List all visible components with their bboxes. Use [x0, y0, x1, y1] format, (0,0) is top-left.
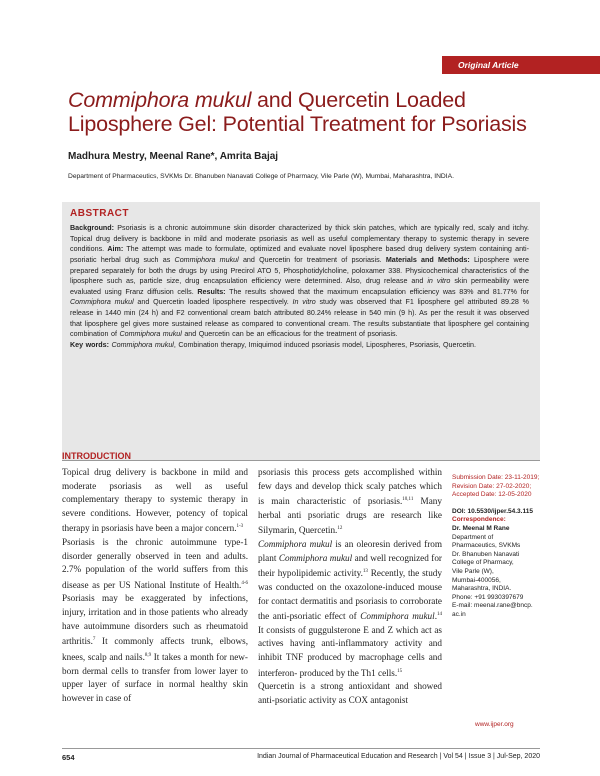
results-italic-1: Commiphora mukul [70, 298, 134, 307]
title-line2: Liposphere Gel: Potential Treatment for Psoriasis [68, 112, 527, 136]
abstract-heading: ABSTRACT [70, 208, 129, 219]
address-line: Department of [452, 533, 494, 541]
methods-text-2: skin permeability were evaluated using Franz diffusion cells. [70, 277, 529, 296]
results-italic-3: Commiphora mukul [119, 330, 182, 339]
text-run: Recently, the study was conducted on the oxazolone-induced mouse for contact dermatitis and psoriasis to corroborate the anti-psoriatic effect of [258, 568, 442, 622]
citation: 4-6 [241, 580, 248, 586]
email[interactable]: E-mail: meenal.rane@bncp. [452, 602, 533, 610]
text-run: Quercetin is a strong antioxidant and showed anti-psoriatic activity as COX antagonist [258, 681, 442, 705]
aim-italic: Commiphora mukul [174, 255, 239, 264]
text-run: psoriasis this process gets accomplished within few days and develop thick scaly patches which is main characteristic of psoriasis. [258, 467, 442, 507]
results-label: Results: [197, 287, 226, 296]
keywords-italic: Commiphora mukul [109, 340, 174, 349]
citation: 13 [362, 569, 368, 575]
results-text-4: and Quercetin can be an efficacious for the treatment of psoriasis. [181, 330, 398, 339]
body-column-right [258, 466, 442, 707]
text-run: Many herbal anti psoriatic drugs are research like Silymarin, Quercetin. [258, 496, 442, 536]
paragraph [258, 466, 442, 538]
text-italic: Commiphora mukul [360, 611, 435, 622]
address-line: Dr. Bhanuben Nanavati [452, 550, 520, 558]
text-run: It takes a month for new-born dermal cells to transfer from lower layer to upper layer of surface in normal healthy skin however in case of [62, 651, 248, 703]
corresponding-author: Dr. Meenal M Rane [452, 524, 510, 532]
address-line: College of Pharmacy, [452, 559, 514, 567]
text-run: . [434, 611, 437, 622]
aim-text: The attempt was made to formulate, optimized and evaluate novel liposphere based drug delivery system containing anti-psoriatic herbal drug such as [70, 245, 529, 264]
keywords-text: , Combination therapy, Imiquimod induced psoriasis model, Lipospheres, Psoriasis, Quercetin. [173, 340, 476, 349]
text-run: is an oleoresin derived from plant [258, 539, 442, 563]
text-run: and well recognized for their hypolipidemic activity. [258, 552, 442, 579]
address-line: Mumbai-400056, [452, 576, 501, 584]
text-run: Psoriasis may be exaggerated by infections, injury, irritation and in those patients who already have autoimmune disorders such as rheumatoid arthritis. [62, 593, 248, 647]
background-label: Background: [70, 224, 115, 232]
citation: 7 [92, 637, 96, 643]
citation: 10,11 [402, 497, 414, 503]
background-text: Psoriasis is a chronic autoimmune skin disorder characterized by thick skin patches, which are typically red, scaly and itchy. Topical drug delivery is backbone in mild and moderate psoriasis as well as useful complementary therapy to systemic therapy in severe conditions. [70, 224, 529, 254]
affiliation: Department of Pharmaceutics, SVKMs Dr. Bhanuben Nanavati College of Pharmacy, Vile Parle (W), Mumbai, Maharashtra, INDIA. [68, 173, 454, 180]
results-text-1: The results showed that the maximum encapsulation efficiency was 83% and 81.77% for [225, 287, 529, 296]
aim-end: and Quercetin for treatment of psoriasis. [238, 255, 386, 264]
aim-label: Aim: [107, 245, 124, 254]
article-title [68, 88, 548, 136]
results-text-2: and Quercetin loaded liposphere respectively. [133, 298, 293, 307]
body-column-left [62, 466, 248, 705]
journal-website-link[interactable]: www.ijper.org [475, 721, 514, 728]
citation: 1-3 [236, 524, 244, 530]
text-run: Psoriasis is the chronic autoimmune type-1 disorder generally observed in teen and adults. 2.7% population of the world suffers from this disease as per US National Institute of Health. [62, 537, 248, 590]
text-run: It commonly affects trunk, elbows, knees, scalp and nails. [62, 636, 248, 662]
text-italic: Commiphora mukul [278, 552, 353, 563]
doi[interactable]: DOI: 10.5530/ijper.54.3.115 [452, 507, 533, 515]
paragraph [258, 680, 442, 707]
accepted-date: Accepted Date: 12-05-2020 [452, 491, 532, 499]
title-italic-part: Commiphora mukul [68, 88, 252, 112]
section-divider [62, 460, 540, 461]
paragraph [62, 536, 248, 705]
email-continued[interactable]: ac.in [452, 610, 466, 618]
introduction-heading: INTRODUCTION [62, 451, 131, 461]
paragraph [258, 538, 442, 680]
revision-date: Revision Date: 27-02-2020; [452, 482, 532, 490]
abstract-text [70, 223, 529, 351]
page-number: 654 [62, 753, 75, 762]
paragraph [62, 466, 248, 536]
footer-divider [62, 748, 540, 749]
text-run: It consists of guggulsterone E and Z which act as actives having anti-inflammatory activity and inhibit TNF produced by macrophage cells and interferon- produced by the Th1 cells. [258, 624, 442, 678]
results-italic-2: In vitro [292, 298, 316, 307]
submission-date: Submission Date: 23-11-2019; [452, 474, 540, 481]
abstract-box [62, 202, 540, 460]
methods-text-1: Liposphere were prepared separately for both the drugs by using Precirol ATO 5, Phosphotidylcholine, poloxamer 338. Physicochemical characteristics of the liposphere such as, particle size, drug encapsulation efficiency were determined. Also, drug release and [70, 255, 530, 286]
citation: 14 [437, 612, 442, 618]
address-line: Vile Parle (W), [452, 567, 494, 575]
methods-label: Materials and Methods: [385, 255, 470, 264]
methods-italic: in vitro [427, 277, 451, 286]
address-line: Pharmaceutics, SVKMs [452, 542, 521, 550]
text-italic: Commiphora mukul [258, 539, 333, 550]
results-text-3: study was observed that F1 liposphere gel attributed 89.28 % release in 1440 min (24 h) and F2 conventional cream batch attributed 80.24% release in 540 min (9 h). As per the result it was observed that liposphere gel gives more sustained release as compared to conventional cream. The results substantiate that liposphere gel containing combination of [70, 298, 529, 339]
keywords-label: Key words: [70, 340, 109, 349]
journal-citation: Indian Journal of Pharmaceutical Education and Research | Vol 54 | Issue 3 | Jul-Sep, 2020 [257, 753, 540, 760]
article-info-sidebar [452, 474, 552, 620]
citation: 8,9 [144, 652, 152, 658]
title-rest-line1: and Quercetin Loaded [251, 88, 466, 112]
citation: 15 [397, 668, 403, 674]
phone: Phone: +91 9930397679 [452, 593, 524, 601]
text-run: Topical drug delivery is backbone in mild and moderate psoriasis as well as useful complementary therapy to systemic therapy in severe conditions. However, potency of topical therapy in psoriasis have been a major concern. [62, 467, 248, 534]
address-line: Maharashtra, INDIA. [452, 585, 512, 593]
author-list: Madhura Mestry, Meenal Rane*, Amrita Bajaj [68, 151, 279, 162]
citation: 12 [337, 526, 343, 532]
article-type-badge: Original Article [442, 56, 600, 74]
correspondence-label: Correspondence: [452, 516, 506, 524]
